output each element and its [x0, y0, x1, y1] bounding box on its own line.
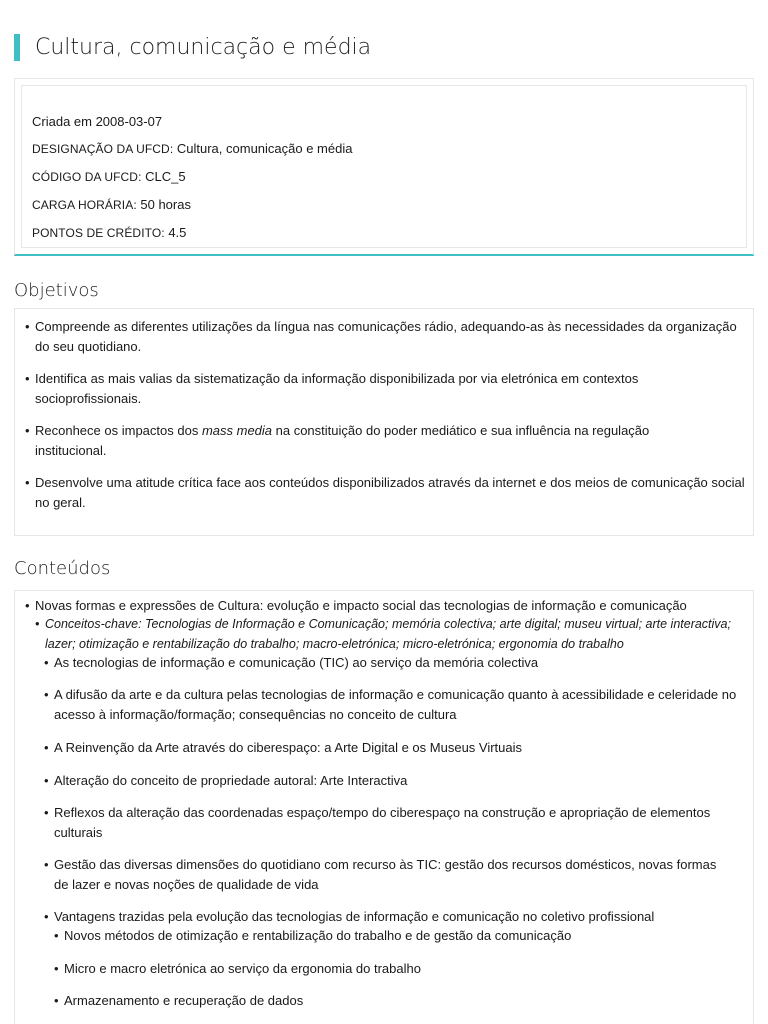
codigo-label: CÓDIGO DA UFCD:: [32, 170, 142, 184]
objetivo-text: Reconhece os impactos dos: [35, 423, 202, 438]
conteudo-subitem: • Vantagens trazidas pela evolução das tecnologias de informação e comunicação no coletivo profissional: [54, 907, 744, 927]
conteudo-subitem: • Reflexos da alteração das coordenadas espaço/tempo do ciberespaço na construção e apropriação de elementos culturais: [54, 803, 749, 842]
conteudo-keywords: • Conceitos-chave: Tecnologias de Informação e Comunicação; memória colectiva; arte digital; museu virtual; arte interactiva; lazer; otimização e rentabilização do trabalho; macro-eletrónica; micro-eletrónica; ergonomia do trabalho: [45, 615, 735, 654]
conteudo-subsubitem: • Micro e macro eletrónica ao serviço da ergonomia do trabalho: [64, 959, 744, 979]
designacao-label: DESIGNAÇÃO DA UFCD:: [32, 142, 174, 156]
created-date: Criada em 2008-03-07: [32, 114, 163, 129]
conteudo-subsubitem: • Novos métodos de otimização e rentabilização do trabalho e de gestão da comunicação: [64, 926, 744, 946]
codigo-value: CLC_5: [141, 169, 186, 184]
carga-label: CARGA HORÁRIA:: [32, 198, 137, 212]
conteudo-subitem: • A Reinvenção da Arte através do ciberespaço: a Arte Digital e os Museus Virtuais: [54, 738, 744, 758]
objetivo-item: [35, 421, 715, 460]
page-title: Cultura, comunicação e média: [14, 34, 371, 61]
objetivo-item: • Identifica as mais valias da sistematização da informação disponibilizada por via eletrónica em contextos socioprofissionais.: [35, 369, 715, 408]
conteudo-item: • Novas formas e expressões de Cultura: evolução e impacto social das tecnologias de informação e comunicação: [35, 596, 745, 616]
carga-value: 50 horas: [136, 197, 191, 212]
conteudo-subitem: • As tecnologias de informação e comunicação (TIC) ao serviço da memória colectiva: [54, 653, 744, 673]
objetivo-item: • Desenvolve uma atitude crítica face aos conteúdos disponibilizados através da internet e dos meios de comunicação social no geral.: [35, 473, 747, 512]
info-card: [14, 78, 754, 256]
objetivo-emphasis: mass media: [201, 423, 273, 438]
codigo-row: [32, 163, 746, 191]
pontos-value: 4.5: [164, 225, 187, 240]
objetivo-text: na constituição do poder mediático e sua influência na regulação institucional.: [35, 423, 650, 458]
conteudo-subitem: • Alteração do conceito de propriedade autoral: Arte Interactiva: [54, 771, 744, 791]
conteudo-subsubitem: • Armazenamento e recuperação de dados: [64, 991, 744, 1011]
conteudo-subitem: • Gestão das diversas dimensões do quotidiano com recurso às TIC: gestão dos recursos domésticos, novas formas de lazer e novas noções de qualidade de vida: [54, 855, 726, 894]
designacao-value: Cultura, comunicação e média: [173, 141, 353, 156]
conteudo-subitem: • A difusão da arte e da cultura pelas tecnologias de informação e comunicação quanto à acessibilidade e celeridade no acesso à informação/formação; consequências no conceito de cultura: [54, 685, 744, 724]
conteudos-heading: Conteúdos: [14, 558, 111, 579]
carga-row: [32, 191, 746, 219]
pontos-row: [32, 219, 746, 247]
info-card-inner: [21, 85, 747, 248]
designacao-row: [32, 135, 746, 163]
pontos-label: PONTOS DE CRÉDITO:: [32, 226, 165, 240]
objetivo-item: • Compreende as diferentes utilizações da língua nas comunicações rádio, adequando-as às necessidades da organização do seu quotidiano.: [35, 317, 745, 356]
objetivos-heading: Objetivos: [14, 280, 99, 301]
